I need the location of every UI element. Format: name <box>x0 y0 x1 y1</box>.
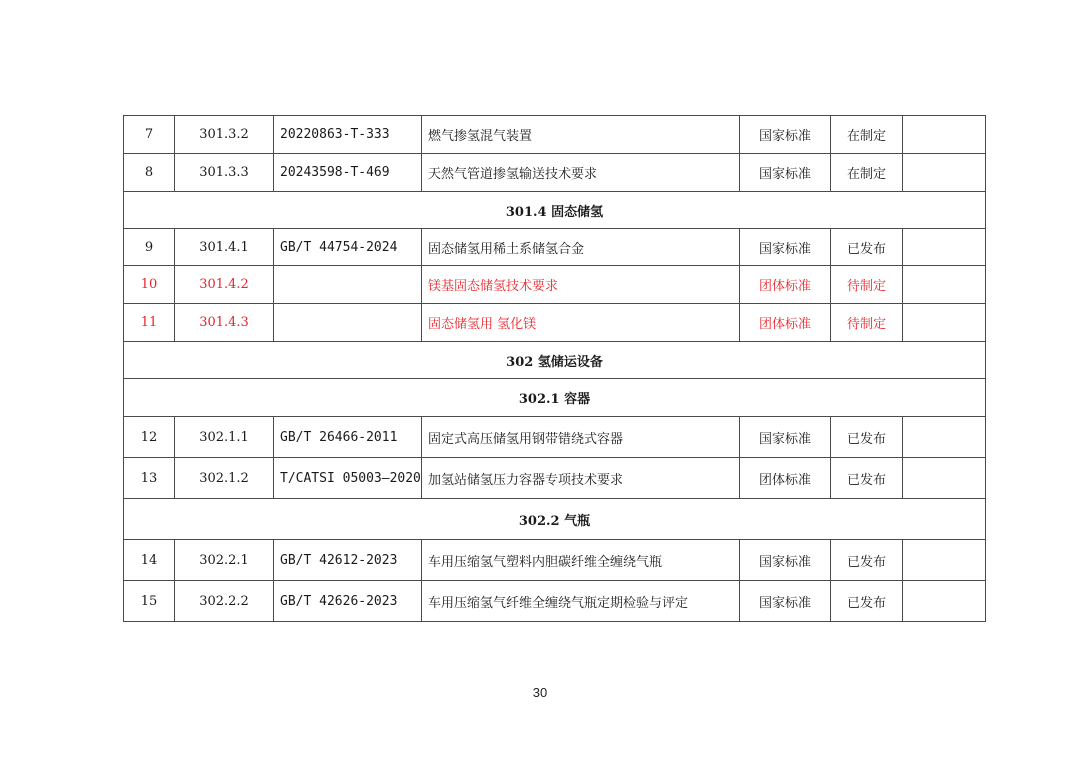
table-row <box>124 581 986 622</box>
cell-number: 10 <box>124 266 175 304</box>
cell-status: 在制定 <box>831 116 903 154</box>
cell-status: 已发布 <box>831 458 903 499</box>
table-row <box>124 458 986 499</box>
table-row <box>124 154 986 192</box>
cell-type: 国家标准 <box>740 229 831 266</box>
cell-name: 燃气掺氢混气装置 <box>422 116 740 154</box>
cell-standard-no <box>274 304 422 342</box>
section-header-row <box>124 499 986 540</box>
cell-code: 301.3.2 <box>175 116 274 154</box>
cell-status: 已发布 <box>831 417 903 458</box>
cell-number: 15 <box>124 581 175 622</box>
cell-name: 车用压缩氢气纤维全缠绕气瓶定期检验与评定 <box>422 581 740 622</box>
cell-note <box>903 116 986 154</box>
cell-standard-no <box>274 266 422 304</box>
section-header-row <box>124 192 986 229</box>
cell-type: 国家标准 <box>740 540 831 581</box>
cell-code: 301.4.1 <box>175 229 274 266</box>
table-row <box>124 266 986 304</box>
table-row <box>124 417 986 458</box>
cell-note <box>903 417 986 458</box>
cell-code: 302.1.2 <box>175 458 274 499</box>
section-title: 302.1 容器 <box>124 379 986 417</box>
cell-status: 已发布 <box>831 229 903 266</box>
cell-standard-no: T/CATSI 05003—2020 <box>274 458 422 499</box>
cell-type: 国家标准 <box>740 154 831 192</box>
cell-number: 8 <box>124 154 175 192</box>
cell-name: 镁基固态储氢技术要求 <box>422 266 740 304</box>
cell-name: 固定式高压储氢用钢带错绕式容器 <box>422 417 740 458</box>
cell-number: 13 <box>124 458 175 499</box>
cell-status: 在制定 <box>831 154 903 192</box>
cell-name: 固态储氢用 氢化镁 <box>422 304 740 342</box>
page-number: 30 <box>532 685 548 700</box>
cell-number: 7 <box>124 116 175 154</box>
cell-standard-no: GB/T 26466-2011 <box>274 417 422 458</box>
cell-note <box>903 304 986 342</box>
section-title: 302 氢储运设备 <box>124 342 986 379</box>
section-title: 302.2 气瓶 <box>124 499 986 540</box>
cell-note <box>903 229 986 266</box>
cell-code: 302.2.2 <box>175 581 274 622</box>
cell-number: 14 <box>124 540 175 581</box>
cell-note <box>903 266 986 304</box>
cell-status: 待制定 <box>831 304 903 342</box>
table-row <box>124 540 986 581</box>
cell-standard-no: 20243598-T-469 <box>274 154 422 192</box>
cell-standard-no: GB/T 42612-2023 <box>274 540 422 581</box>
cell-number: 11 <box>124 304 175 342</box>
cell-code: 302.1.1 <box>175 417 274 458</box>
cell-note <box>903 540 986 581</box>
cell-type: 国家标准 <box>740 581 831 622</box>
cell-note <box>903 154 986 192</box>
cell-note <box>903 581 986 622</box>
cell-standard-no: 20220863-T-333 <box>274 116 422 154</box>
table-row <box>124 229 986 266</box>
section-header-row <box>124 342 986 379</box>
cell-note <box>903 458 986 499</box>
cell-type: 国家标准 <box>740 417 831 458</box>
cell-type: 团体标准 <box>740 266 831 304</box>
cell-type: 团体标准 <box>740 304 831 342</box>
cell-standard-no: GB/T 42626-2023 <box>274 581 422 622</box>
table-row <box>124 304 986 342</box>
section-title: 301.4 固态储氢 <box>124 192 986 229</box>
cell-type: 国家标准 <box>740 116 831 154</box>
cell-number: 12 <box>124 417 175 458</box>
cell-type: 团体标准 <box>740 458 831 499</box>
cell-number: 9 <box>124 229 175 266</box>
cell-name: 车用压缩氢气塑料内胆碳纤维全缠绕气瓶 <box>422 540 740 581</box>
cell-status: 已发布 <box>831 540 903 581</box>
cell-status: 已发布 <box>831 581 903 622</box>
cell-name: 加氢站储氢压力容器专项技术要求 <box>422 458 740 499</box>
cell-code: 301.3.3 <box>175 154 274 192</box>
cell-name: 固态储氢用稀土系储氢合金 <box>422 229 740 266</box>
cell-status: 待制定 <box>831 266 903 304</box>
cell-code: 302.2.1 <box>175 540 274 581</box>
table-row <box>124 116 986 154</box>
standards-table <box>123 115 986 622</box>
section-header-row <box>124 379 986 417</box>
cell-code: 301.4.3 <box>175 304 274 342</box>
cell-standard-no: GB/T 44754-2024 <box>274 229 422 266</box>
cell-name: 天然气管道掺氢输送技术要求 <box>422 154 740 192</box>
cell-code: 301.4.2 <box>175 266 274 304</box>
standards-table-body <box>124 116 986 622</box>
